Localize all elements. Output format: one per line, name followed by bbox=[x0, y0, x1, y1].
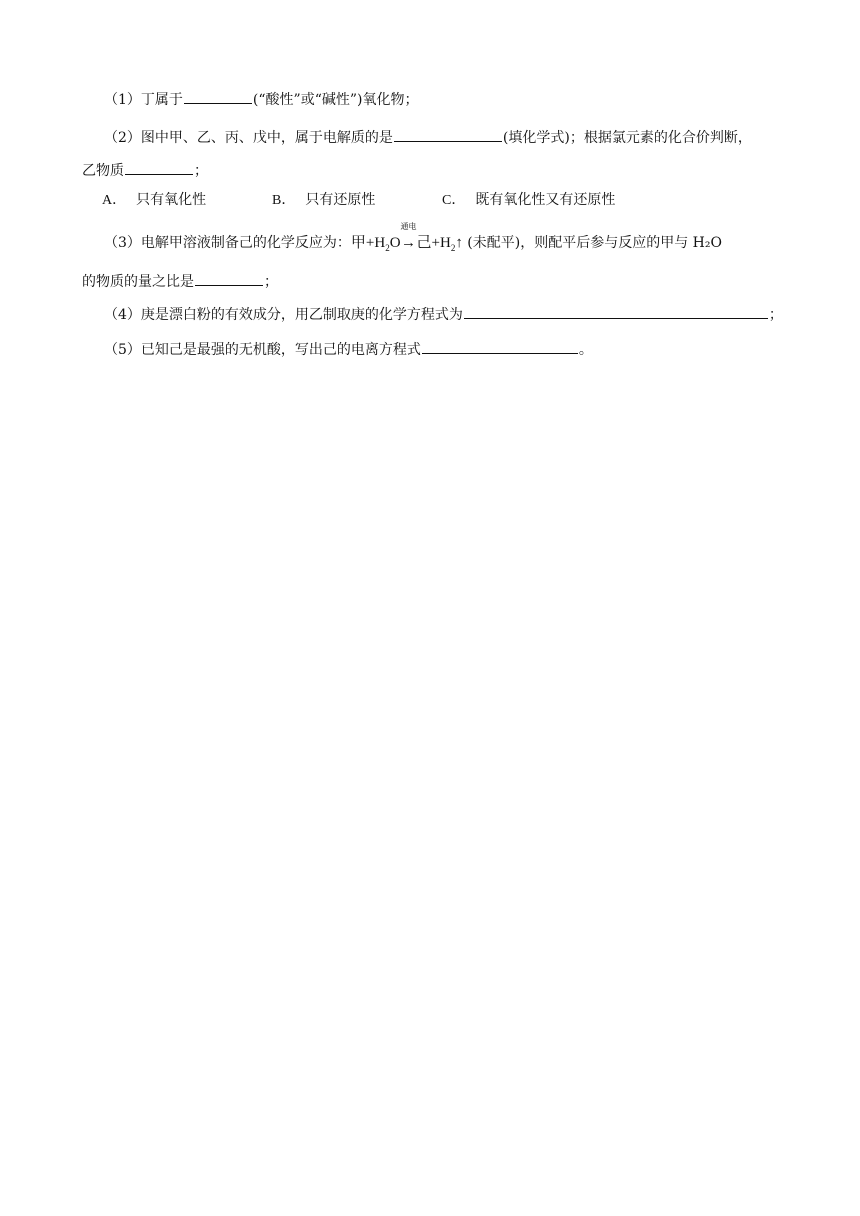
answer-blank-3[interactable] bbox=[195, 270, 263, 286]
formula-o: O bbox=[389, 235, 401, 251]
option-b[interactable] bbox=[272, 190, 375, 211]
option-c[interactable] bbox=[442, 190, 615, 211]
option-b-letter: B． bbox=[272, 193, 296, 208]
question-2 bbox=[104, 126, 752, 148]
question-3 bbox=[104, 222, 722, 254]
answer-blank-4[interactable] bbox=[464, 303, 768, 319]
option-c-letter: C． bbox=[442, 193, 466, 208]
question-4 bbox=[104, 303, 783, 325]
answer-blank-2[interactable] bbox=[394, 126, 502, 142]
question-3-suffix: (未配平)，则配平后参与反应的甲与 H₂O bbox=[462, 235, 722, 251]
formula-right: 己+H bbox=[416, 235, 451, 251]
answer-blank-2b[interactable] bbox=[125, 159, 193, 175]
question-3-prefix: （3）电解甲溶液制备己的化学反应为： bbox=[104, 235, 351, 251]
answer-blank-5[interactable] bbox=[422, 338, 578, 354]
formula-subscript-1: 2 bbox=[385, 243, 390, 253]
right-arrow-icon: → bbox=[401, 235, 417, 251]
question-5-suffix: 。 bbox=[578, 342, 593, 358]
option-c-text: 既有氧化性又有还原性 bbox=[475, 192, 616, 208]
answer-blank-1[interactable] bbox=[184, 88, 252, 104]
question-4-prefix: （4）庚是漂白粉的有效成分，用乙制取庚的化学方程式为 bbox=[104, 307, 463, 323]
question-1-suffix: (“酸性”或“碱性”)氧化物； bbox=[252, 92, 419, 108]
question-3-line2-suffix: ； bbox=[264, 274, 278, 290]
arrow-condition-label: 通电 bbox=[400, 222, 417, 231]
question-1-prefix: （1）丁属于 bbox=[104, 92, 183, 108]
option-a[interactable] bbox=[102, 190, 206, 211]
question-2-middle: (填化学式)；根据氯元素的化合价判断， bbox=[502, 130, 752, 146]
question-2-line-2 bbox=[82, 159, 208, 181]
reaction-arrow bbox=[400, 222, 417, 253]
question-3-line2-prefix: 的物质的量之比是 bbox=[82, 274, 194, 290]
question-4-suffix: ； bbox=[768, 307, 783, 323]
question-2-line2-prefix: 乙物质 bbox=[82, 163, 124, 179]
reaction-equation bbox=[350, 222, 463, 254]
formula-left: 甲+H bbox=[350, 235, 386, 251]
question-1 bbox=[104, 88, 418, 110]
question-2-prefix: （2）图中甲、乙、丙、戊中，属于电解质的是 bbox=[104, 130, 393, 146]
formula-subscript-2: 2 bbox=[450, 243, 456, 253]
option-a-text: 只有氧化性 bbox=[136, 192, 207, 208]
question-2-line2-suffix: ； bbox=[194, 163, 208, 179]
question-3-line-2 bbox=[82, 270, 278, 292]
option-a-letter: A． bbox=[102, 193, 127, 208]
option-b-text: 只有还原性 bbox=[305, 192, 376, 208]
gas-up-arrow-icon: ↑ bbox=[455, 235, 463, 251]
question-5 bbox=[104, 338, 593, 360]
question-5-prefix: （5）已知己是最强的无机酸，写出己的电离方程式 bbox=[104, 342, 421, 358]
